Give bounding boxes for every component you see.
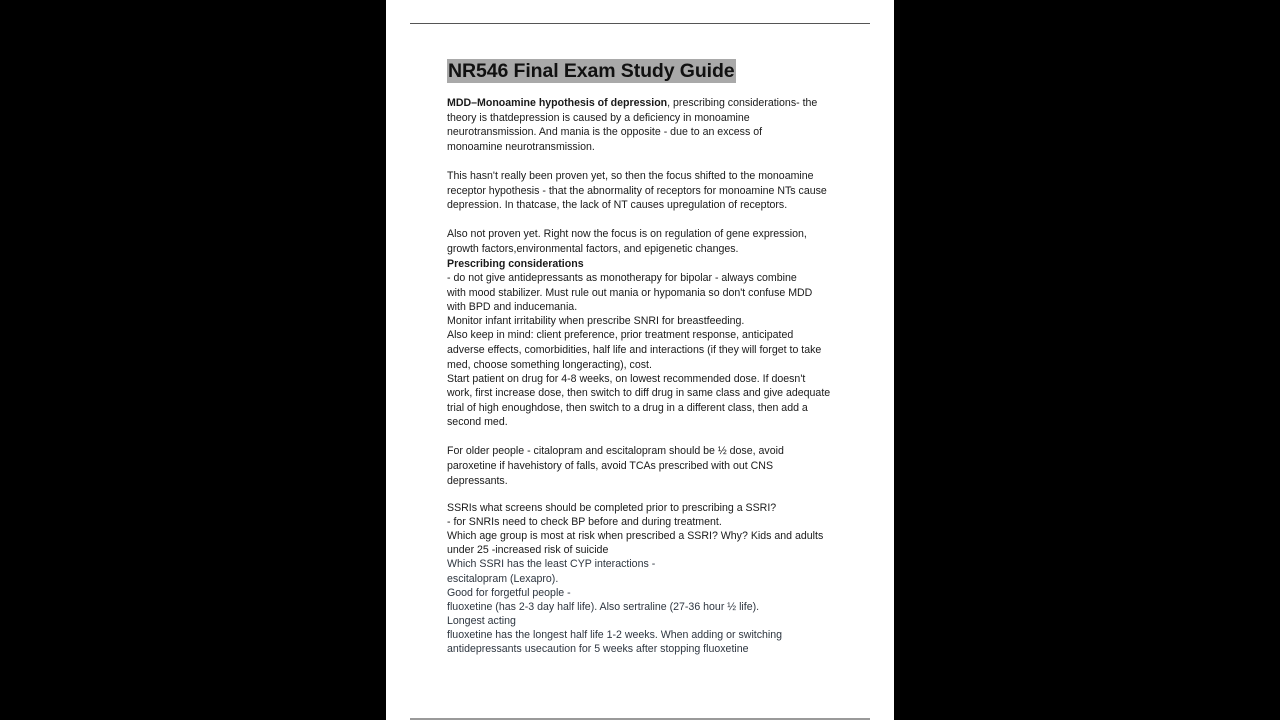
paragraph-line: fluoxetine has the longest half life 1-2 weeks. When adding or switching — [447, 628, 783, 641]
paragraph-gap — [447, 213, 847, 228]
paragraph-line: work, first increase dose, then switch to diff drug in same class and give adequate — [447, 387, 831, 400]
paragraph-gap — [447, 430, 847, 445]
paragraph-line: Also keep in mind: client preference, prior treatment response, anticipated — [447, 329, 794, 342]
paragraph-line: Longest acting — [447, 614, 516, 627]
paragraph-line: second med. — [447, 416, 508, 429]
document-page — [386, 0, 894, 720]
paragraph-line: theory is thatdepression is caused by a deficiency in monoamine — [447, 111, 750, 124]
paragraph-line: paroxetine if havehistory of falls, avoid TCAs prescribed with out CNS — [447, 460, 774, 473]
paragraph-line: adverse effects, comorbidities, half life and interactions (if they will forget to take — [447, 343, 822, 356]
paragraph-line: monoamine neurotransmission. — [447, 140, 595, 153]
paragraph-line: Monitor infant irritability when prescribe SNRI for breastfeeding. — [447, 315, 745, 328]
header-rule — [410, 23, 870, 24]
paragraph-line: Which SSRI has the least CYP interactions - — [447, 558, 656, 571]
paragraph-line: depressants. — [447, 474, 508, 487]
paragraph-line: growth factors,environmental factors, and epigenetic changes. — [447, 242, 739, 255]
paragraph-line: under 25 -increased risk of suicide — [447, 544, 609, 557]
paragraph-gap — [447, 154, 847, 169]
paragraph-line: - do not give antidepressants as monotherapy for bipolar - always combine — [447, 272, 797, 285]
paragraph-line: For older people - citalopram and escitalopram should be ½ dose, avoid — [447, 445, 784, 458]
paragraph-line: Good for forgetful people - — [447, 586, 571, 599]
paragraph-line: trial of high enoughdose, then switch to a drug in a different class, then add a — [447, 401, 808, 414]
bold-heading: MDD–Monoamine hypothesis of depression — [447, 97, 668, 109]
paragraph-line: escitalopram (Lexapro). — [447, 572, 559, 585]
paragraph-line: antidepressants usecaution for 5 weeks after stopping fluoxetine — [447, 643, 749, 656]
paragraph-line: with mood stabilizer. Must rule out mania or hypomania so don't confuse MDD — [447, 286, 813, 299]
paragraph-line: receptor hypothesis - that the abnormality of receptors for monoamine NTs cause — [447, 184, 827, 197]
section-heading-prescribing: Prescribing considerations — [447, 257, 584, 270]
paragraph-line: depression. In thatcase, the lack of NT causes upregulation of receptors. — [447, 199, 788, 212]
paragraph-line: neurotransmission. And mania is the opposite - due to an excess of — [447, 126, 763, 139]
document-title: NR546 Final Exam Study Guide — [448, 60, 735, 82]
paragraph-line: med, choose something longeracting), cost. — [447, 358, 652, 371]
paragraph-line: SSRIs what screens should be completed prior to prescribing a SSRI? — [447, 502, 777, 515]
paragraph-line: with BPD and inducemania. — [447, 301, 578, 314]
paragraph-gap — [447, 488, 847, 501]
paragraph-line: This hasn't really been proven yet, so then the focus shifted to the monoamine — [447, 169, 814, 182]
paragraph-line: MDD–Monoamine hypothesis of depression, prescribing considerations- the — [447, 97, 818, 109]
paragraph-line: - for SNRIs need to check BP before and during treatment. — [447, 516, 722, 529]
paragraph-line: fluoxetine (has 2-3 day half life). Also sertraline (27-36 hour ½ life). — [447, 600, 760, 613]
paragraph-line: Which age group is most at risk when prescribed a SSRI? Why? Kids and adults — [447, 530, 824, 543]
paragraph-line: Start patient on drug for 4-8 weeks, on lowest recommended dose. If doesn't — [447, 372, 806, 385]
paragraph-line: Also not proven yet. Right now the focus is on regulation of gene expression, — [447, 228, 807, 241]
document-body — [447, 96, 847, 657]
